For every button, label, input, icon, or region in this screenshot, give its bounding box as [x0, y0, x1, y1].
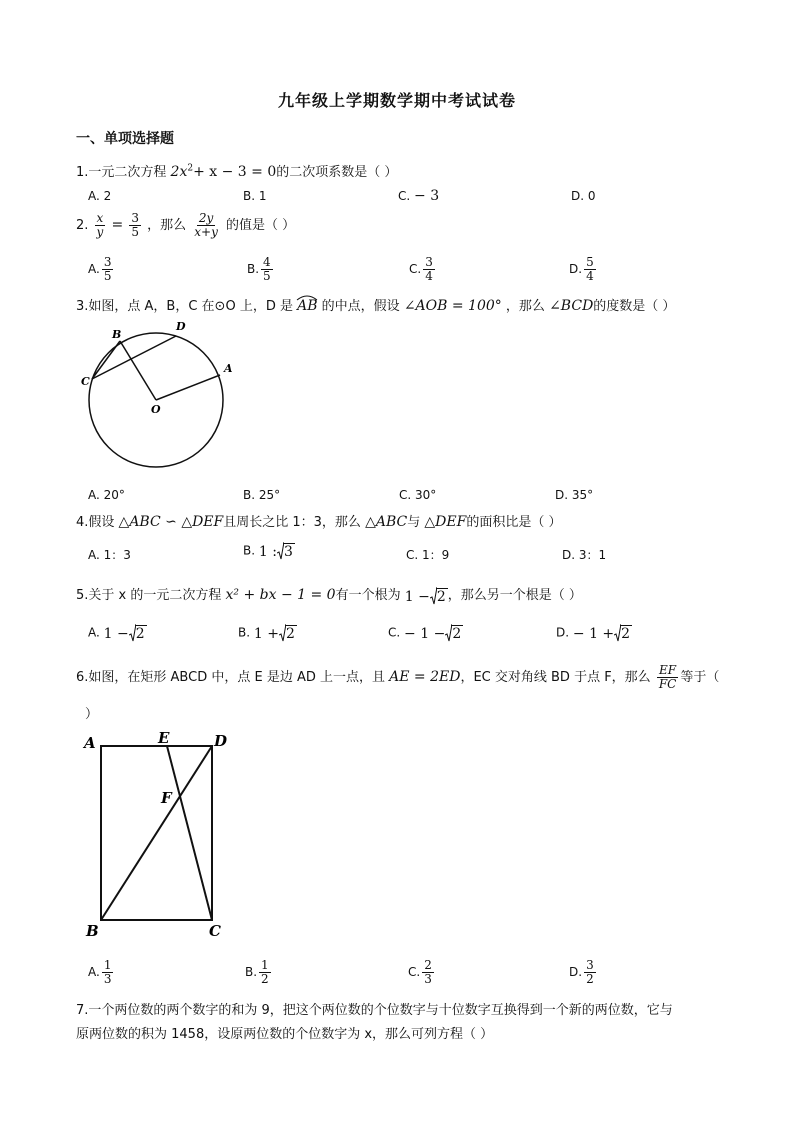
q1-equation-b: + x − 3 = 0: [193, 164, 277, 180]
q6-option-b[interactable]: B. $\frac{1}{2}$: [245, 958, 269, 986]
question-6: [76, 664, 719, 691]
q2-option-b-fraction: $\frac{4}{5}$: [263, 255, 271, 283]
q1-equation-sup: 2: [187, 163, 194, 174]
segment-ob: [120, 341, 156, 400]
arc-icon: [296, 295, 318, 301]
q3-arc: AB: [297, 298, 317, 314]
q4-suffix: 的面积比是（ ）: [466, 515, 562, 530]
q6-option-d[interactable]: D. $\frac{3}{2}$: [569, 958, 594, 986]
q1-equation-a: 2x: [170, 164, 188, 180]
q6-equation: AE = 2ED: [389, 669, 461, 685]
q3-prefix: 3.如图，点 A，B，C 在⊙O 上，D 是: [76, 299, 293, 314]
q2-equals: =: [111, 217, 124, 233]
question-5: [76, 584, 582, 605]
q6-fraction: $\frac{EF}{FC}$: [658, 663, 677, 691]
q1-option-d[interactable]: D. 0: [571, 189, 596, 203]
q5-root: 1 − 2: [404, 588, 446, 605]
q3-angle1: ∠AOB = 100°: [403, 298, 502, 314]
q1-option-a[interactable]: A. 2: [88, 189, 112, 203]
q2-fraction-35: $\frac{3}{5}$: [131, 211, 139, 239]
q3-option-d[interactable]: D. 35°: [555, 488, 594, 502]
q5-option-b[interactable]: B. 1 + 2: [238, 625, 295, 642]
q6-continuation: ）: [85, 707, 99, 722]
q6-option-a[interactable]: A. $\frac{1}{3}$: [88, 958, 112, 986]
segment-cb: [92, 341, 120, 379]
q2-option-b[interactable]: B. $\frac{4}{5}$: [247, 255, 271, 283]
question-3: [76, 295, 675, 314]
label-f: F: [161, 789, 172, 807]
page-title: 九年级上学期数学期中考试试卷: [277, 91, 516, 110]
q2-mid: ，那么: [147, 218, 187, 233]
q3-suffix: 的度数是（ ）: [593, 299, 676, 314]
q4-prefix: 4.假设: [76, 515, 115, 530]
q3-circle-figure: [78, 318, 248, 473]
section-heading: 一、单项选择题: [76, 131, 174, 147]
q5-prefix: 5.关于 x 的一元二次方程: [76, 588, 222, 603]
q1-option-b[interactable]: B. 1: [243, 189, 267, 203]
q2-option-d[interactable]: D. $\frac{5}{4}$: [569, 255, 594, 283]
q4-similar: △ABC ∽ △DEF: [118, 514, 224, 530]
q6-mid: ，EC 交对角线 BD 于点 F，那么: [460, 670, 651, 685]
q6-prefix: 6.如图，在矩形 ABCD 中，点 E 是边 AD 上一点，且: [76, 670, 385, 685]
q3-option-b[interactable]: B. 25°: [243, 488, 281, 502]
q3-mid2: ，那么: [505, 299, 545, 314]
q3-mid: 的中点，假设: [321, 299, 400, 314]
label-d: D: [214, 732, 228, 750]
q4-tri-def: △DEF: [424, 514, 467, 530]
q5-option-c[interactable]: C. − 1 − 2: [388, 625, 462, 642]
label-e: E: [158, 729, 170, 747]
q2-suffix: 的值是（ ）: [226, 218, 296, 233]
question-2: [76, 212, 295, 239]
label-a: A: [224, 362, 233, 375]
q5-option-d[interactable]: D. − 1 + 2: [556, 625, 631, 642]
q4-option-b-expr: 1 : 3: [258, 544, 293, 560]
q6-rectangle-figure: [82, 726, 232, 944]
label-o: O: [151, 403, 161, 416]
label-b: B: [86, 922, 99, 940]
q4-mid2: 与: [407, 515, 421, 530]
q2-option-d-fraction: $\frac{5}{4}$: [586, 255, 594, 283]
q5-suffix: ，那么另一个根是（ ）: [447, 588, 582, 603]
segment-oa: [156, 375, 220, 400]
question-7-line-2: 原两位数的积为 1458，设原两位数的个位数字为 x，那么可列方程（ ）: [76, 1027, 494, 1042]
q4-option-a[interactable]: A. 1：3: [88, 548, 131, 562]
q2-option-c-fraction: $\frac{3}{4}$: [425, 255, 433, 283]
q6-suffix: 等于（: [680, 670, 720, 685]
q2-option-a[interactable]: A. $\frac{3}{5}$: [88, 255, 112, 283]
q2-fraction-expr: $\frac{2y}{x+y}$: [194, 211, 218, 239]
q3-option-c[interactable]: C. 30°: [399, 488, 437, 502]
question-4: [76, 511, 561, 530]
q4-option-c[interactable]: C. 1：9: [406, 548, 450, 562]
q1-option-c-value: − 3: [414, 188, 440, 204]
q1-option-c-label: C.: [398, 189, 411, 203]
q4-option-d[interactable]: D. 3：1: [562, 548, 607, 562]
q1-prefix: 1.一元二次方程: [76, 165, 167, 180]
question-7-line-1: 7.一个两位数的两个数字的和为 9，把这个两位数的个位数字与十位数字互换得到一个新的两位数，它与: [76, 1003, 673, 1018]
q2-option-a-fraction: $\frac{3}{5}$: [103, 255, 112, 283]
q4-option-b[interactable]: B. 1 : 3: [243, 543, 293, 560]
q6-option-c[interactable]: C. $\frac{2}{3}$: [408, 958, 432, 986]
q4-mid: 且周长之比 1：3，那么: [223, 515, 361, 530]
q3-angle2: ∠BCD: [549, 298, 594, 314]
q2-option-c[interactable]: C. $\frac{3}{4}$: [409, 255, 433, 283]
q4-tri-abc: △ABC: [365, 514, 408, 530]
q1-option-c[interactable]: [398, 188, 439, 204]
q1-suffix: 的二次项系数是（ ）: [276, 165, 398, 180]
label-c: C: [81, 375, 90, 388]
q2-prefix: 2.: [76, 218, 89, 233]
q2-fraction-xy: $\frac{x}{y}$: [96, 211, 104, 239]
question-1: [76, 161, 397, 180]
label-c: C: [209, 922, 221, 940]
q5-option-a[interactable]: A. 1 − 2: [88, 625, 145, 642]
q3-option-a[interactable]: A. 20°: [88, 488, 125, 502]
segment-ec: [167, 746, 212, 920]
q5-equation: x² + bx − 1 = 0: [225, 587, 336, 603]
q5-mid: 有一个根为: [335, 588, 401, 603]
label-b: B: [112, 328, 122, 341]
label-a: A: [84, 734, 96, 752]
label-d: D: [176, 320, 186, 333]
diagonal-bd: [101, 746, 212, 920]
